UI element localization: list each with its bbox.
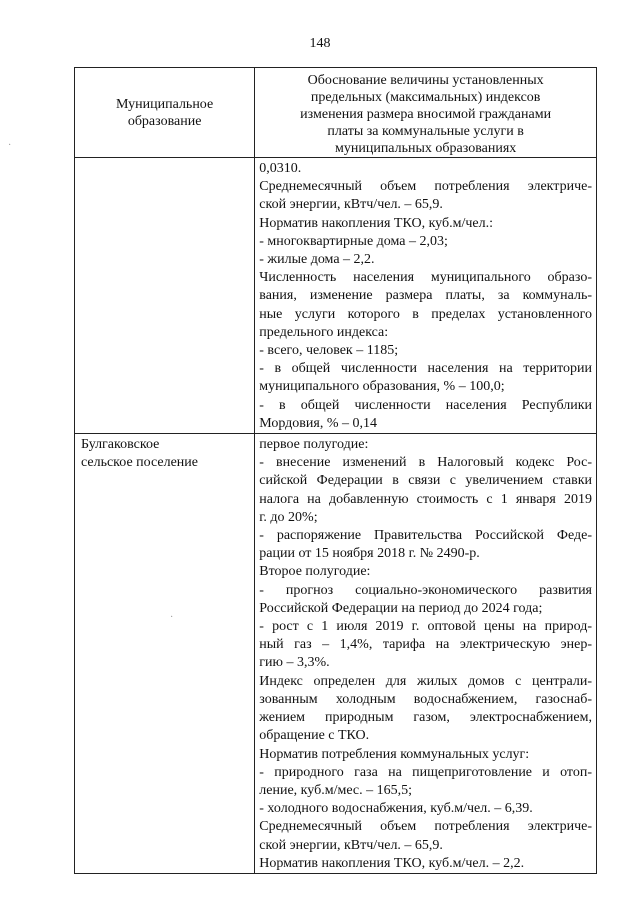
table-header-row [75,68,597,158]
justification-text-line: Численность населения муниципального образо- [259,270,592,286]
justification-text-line: ление, куб.м/мес. – 165,5; [259,782,412,798]
justification-text-line: - жилые дома – 2,2. [259,252,375,268]
justification-text-line: налога на добавленную стоимость с 1 января 2019 [259,491,592,507]
justification-text-line: предельного индекса: [259,324,389,340]
justification-text-line: - в общей численности населения на территории [259,361,592,377]
justification-text-line: Второе полугодие: [259,564,371,580]
justification-text-line: 0,0310. [259,161,302,176]
justification-text-line: Норматив накопления ТКО, куб.м/чел. – 2,2. [259,855,525,871]
justification-text-line: - природного газа на пищеприготовление и отоп- [259,764,592,780]
header-justification [255,68,597,158]
justification-text-line: - распоряжение Правительства Российской Феде- [259,528,592,544]
justification-text-line: муниципального образования, % – 100,0; [259,379,505,395]
justification-text-line: жением природным газом, электроснабжением, [259,710,592,726]
header-line: предельных (максимальных) индексов [310,90,541,105]
header-municipality: Муниципальное образование [75,68,255,158]
municipality-cell [75,434,255,874]
justification-text-line: ный газ – 1,4%, тарифа на электрическую энер- [259,637,592,653]
justification-text-line: - прогноз социально-экономического развития [259,582,592,598]
municipality-name-line: Булгаковское [81,437,160,453]
justification-text-line: - в общей численности населения Республики [259,397,592,413]
justification-text-line: - внесение изменений в Налоговый кодекс Рос- [259,455,592,471]
justification-text-line: вания, изменение размера платы, за коммуналь- [259,288,592,304]
justification-text-line: Мордовия, % – 0,14 [259,415,378,431]
justification-text-line: Среднемесячный объем потребления электриче- [259,179,592,195]
scan-speck: · [170,612,174,623]
header-line: муниципальных образованиях [334,141,517,156]
table-row [75,158,597,434]
justification-text-line: г. до 20%; [259,509,318,525]
justification-cell [255,434,597,874]
justification-text-line: ской энергии, кВтч/чел. – 65,9. [259,837,443,853]
justification-text-line: Норматив потребления коммунальных услуг: [259,746,530,762]
justification-cell [255,158,597,434]
justification-text-line: гию – 3,3%. [259,655,330,671]
justification-text-line: Российской Федерации на период до 2024 года; [259,600,543,616]
justification-text-line: - холодного водоснабжения, куб.м/чел. – 6,39. [259,801,533,817]
justification-text-line: сийской Федерации в связи с увеличением ставки [259,473,592,489]
justification-text-line: Среднемесячный объем потребления электриче- [259,819,592,835]
justification-text-line: ской энергии, кВтч/чел. – 65,9. [259,197,443,213]
justification-text-line: первое полугодие: [259,437,369,453]
scan-speck: · [8,140,12,151]
municipality-name-line: сельское поселение [81,455,198,471]
justification-text-line: - многоквартирные дома – 2,03; [259,233,448,249]
justification-text-line: рации от 15 ноября 2018 г. № 2490-р. [259,546,480,562]
municipality-cell [75,158,255,434]
justification-table [74,67,597,874]
table-row [75,434,597,874]
justification-text-line: обращение с ТКО. [259,728,370,744]
header-line: изменения размера вносимой гражданами [300,107,552,122]
header-line: платы за коммунальные услуги в [327,124,524,139]
justification-text-line: - рост с 1 июля 2019 г. оптовой цены на природ- [259,619,592,635]
justification-text-line: зованным холодным водоснабжением, газоснаб- [259,691,592,707]
justification-text-line: Норматив накопления ТКО, куб.м/чел.: [259,215,493,231]
justification-text-line: ные услуги которого в пределах установленного [259,306,592,322]
justification-text-line: - всего, человек – 1185; [259,343,399,359]
header-line: Обоснование величины установленных [307,73,544,88]
justification-text-line: Индекс определен для жилых домов с централи- [259,673,592,689]
page-number: 148 [309,36,331,51]
